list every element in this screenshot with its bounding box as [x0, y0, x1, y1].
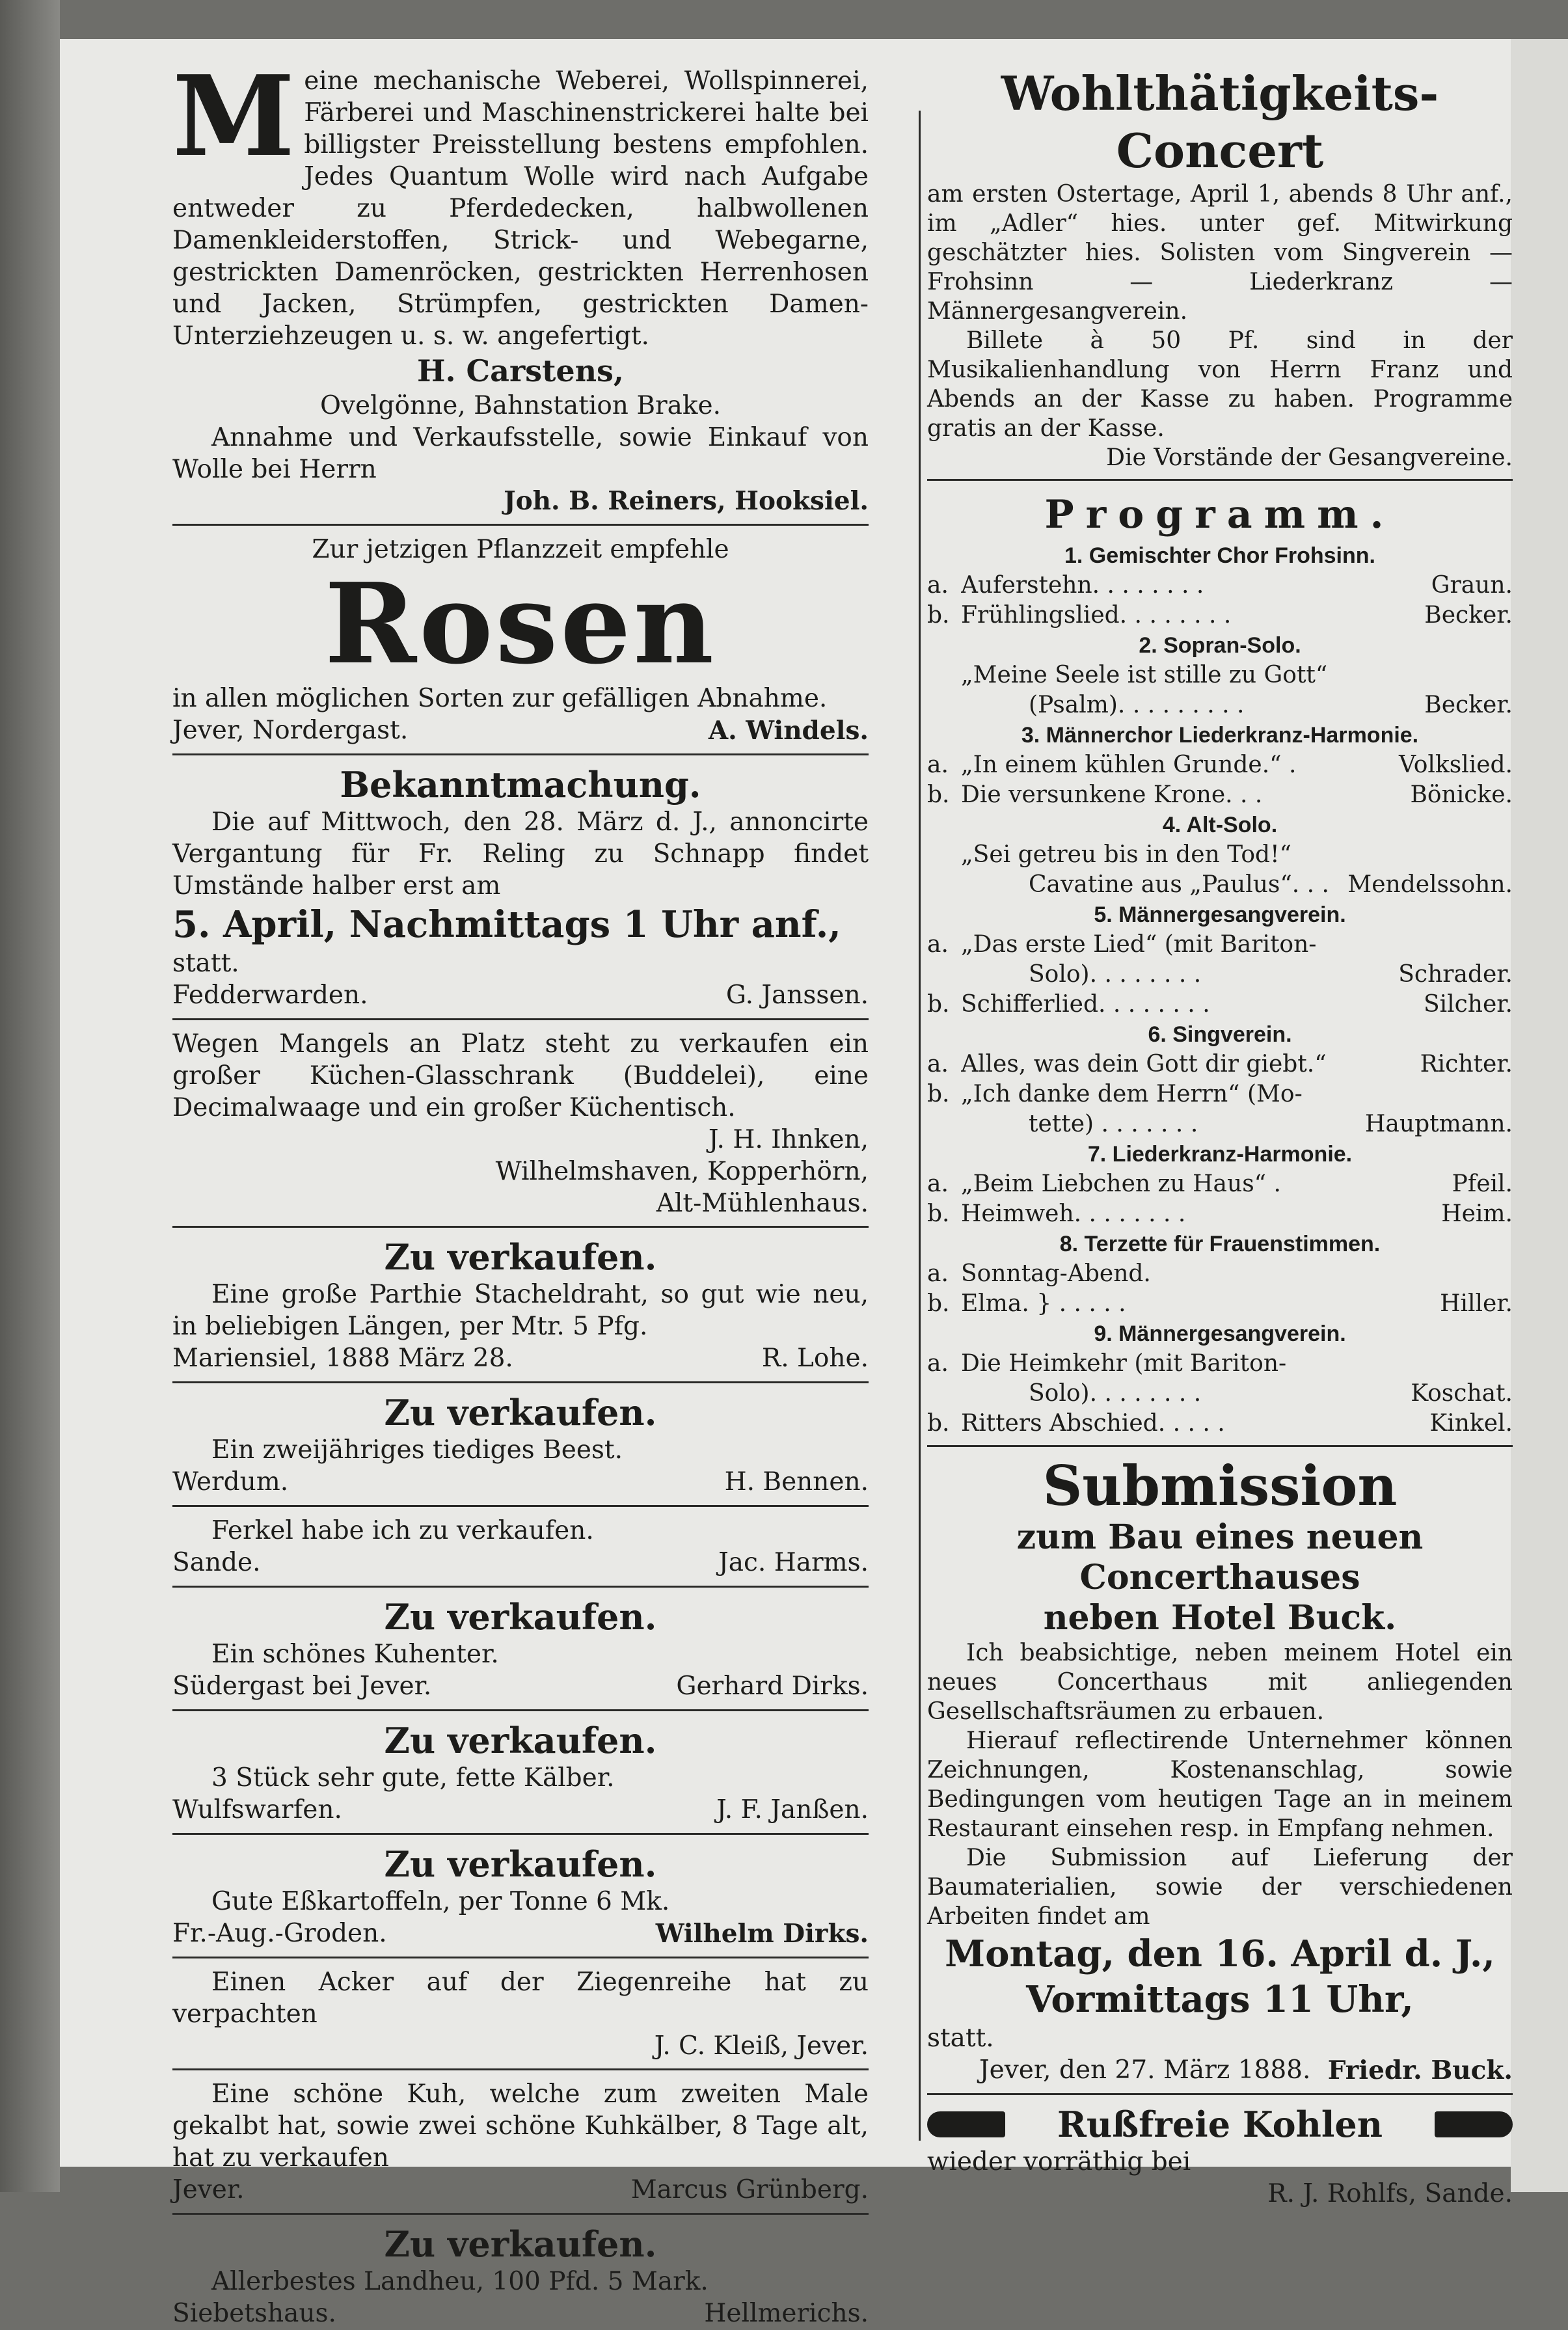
programm-item — [927, 660, 1513, 690]
programm-item-mark — [927, 1109, 961, 1139]
programm-item-mark: a. — [927, 572, 949, 599]
programm-section-heading: 7. Liederkranz-Harmonie. — [1087, 1142, 1353, 1167]
programm-item-mark: a. — [927, 931, 949, 958]
ad-submission-date1: Montag, den 16. April d. J., — [945, 1932, 1495, 1975]
programm-item-composer: Graun. — [1431, 572, 1513, 599]
ad-kohlen-title: Rußfreie Kohlen — [1057, 2104, 1383, 2145]
ad-kartoffeln — [172, 1843, 869, 1950]
ad-stacheldraht-title: Zu verkaufen. — [384, 1236, 657, 1278]
ad-bekanntmachung-text: Die auf Mittwoch, den 28. März d. J., annoncirte Vergantung für Fr. Reling zu Schnapp findet Umstände halber erst am — [172, 807, 869, 901]
ad-kaelber — [172, 1719, 869, 1826]
programm-item-composer — [1507, 660, 1513, 690]
programm-item-mark: b. — [927, 991, 950, 1018]
ad-stacheldraht-name: R. Lohe. — [761, 1344, 869, 1373]
programm-item-title: Sonntag-Abend. — [961, 1260, 1151, 1287]
ad-stacheldraht-text: Eine große Parthie Stacheldraht, so gut wie neu, in beliebigen Längen, per Mtr. 5 Pfg. — [172, 1280, 869, 1341]
ad-weberei — [172, 51, 869, 517]
pointing-hand-icon — [927, 2111, 1005, 2137]
programm-item-mark: a. — [927, 1171, 949, 1197]
programm-item-mark — [927, 690, 961, 720]
ad-kuhenter-name: Gerhard Dirks. — [676, 1672, 869, 1701]
programm-list — [927, 541, 1513, 1439]
programm-item-composer: Hauptmann. — [1365, 1111, 1513, 1137]
ad-kaelber-text: 3 Stück sehr gute, fette Kälber. — [211, 1763, 615, 1793]
programm-title: Programm. — [1044, 492, 1396, 537]
programm-item-title: Solo). . . . . . . . — [1029, 961, 1202, 988]
ad-landheu-title: Zu verkaufen. — [384, 2223, 657, 2265]
ad-bekanntmachung-statt: statt. — [172, 949, 239, 978]
ad-submission-statt: statt. — [927, 2024, 994, 2053]
programm-item-mark: b. — [927, 1200, 950, 1227]
divider — [172, 1957, 869, 1958]
programm-item-mark — [927, 1379, 961, 1409]
ad-acker-name: J. C. Kleiß, Jever. — [654, 2031, 869, 2061]
programm-item-title: Frühlingslied. . . . . . . . — [961, 602, 1232, 629]
programm-item — [927, 1109, 1513, 1139]
programm-item-title: „Ich danke dem Herrn“ (Mo- — [961, 1081, 1303, 1107]
ad-kuh-place: Jever. — [172, 2175, 245, 2204]
ad-rosen-title: Rosen — [324, 559, 717, 689]
ad-acker — [172, 1966, 869, 2062]
programm-item-mark: a. — [927, 1350, 949, 1377]
programm-item-mark: b. — [927, 602, 950, 629]
ad-stacheldraht — [172, 1236, 869, 1375]
ad-bekanntmachung-name: G. Janssen. — [725, 981, 869, 1010]
page-edge — [1511, 39, 1568, 2192]
programm-section-heading: 4. Alt-Solo. — [1162, 813, 1278, 837]
programm-item-title: Alles, was dein Gott dir giebt.“ — [961, 1051, 1327, 1077]
programm-item — [927, 1289, 1513, 1319]
programm-item-title: tette) . . . . . . . — [1029, 1111, 1198, 1137]
programm-item — [927, 1169, 1513, 1199]
ad-landheu — [172, 2223, 869, 2330]
programm-item — [927, 930, 1513, 960]
programm-item — [927, 870, 1513, 900]
divider — [927, 479, 1513, 481]
programm-item-composer: Volkslied. — [1399, 752, 1513, 778]
ad-kohlen — [927, 2103, 1513, 2210]
programm-item-mark: a. — [927, 1051, 949, 1077]
ad-ferkel-text: Ferkel habe ich zu verkaufen. — [211, 1516, 594, 1545]
ad-submission-text1: Ich beabsichtige, neben meinem Hotel ein neues Concerthaus mit anliegenden Gesellschaftsräumen zu erbauen. — [927, 1640, 1513, 1725]
ad-kohlen-name: R. J. Rohlfs, Sande. — [1267, 2179, 1513, 2208]
programm-section-heading: 3. Männerchor Liederkranz-Harmonie. — [1021, 723, 1419, 748]
programm-item-mark: a. — [927, 752, 949, 778]
divider — [172, 1381, 869, 1383]
divider — [172, 2213, 869, 2215]
programm-section-heading: 2. Sopran-Solo. — [1139, 633, 1301, 658]
ad-kaelber-name: J. F. Janßen. — [716, 1795, 869, 1824]
ad-acker-text: Einen Acker auf der Ziegenreihe hat zu verpachten — [172, 1968, 869, 2029]
ad-weberei-agency: Annahme und Verkaufsstelle, sowie Einkauf von Wolle bei Herrn — [172, 423, 869, 484]
ad-rosen-place: Jever, Nordergast. — [172, 716, 409, 745]
ad-bekanntmachung — [172, 763, 869, 1012]
programm-item — [927, 1259, 1513, 1289]
programm-item-mark: b. — [927, 1410, 950, 1437]
programm-item-composer: Heim. — [1441, 1200, 1513, 1227]
ad-concert-text1: am ersten Ostertage, April 1, abends 8 Uhr anf., im „Adler“ hies. unter gef. Mitwirkung geschätzter hies. Solisten vom Singverein — Frohsinn — Liederkranz — Männergesangverein. — [927, 181, 1513, 325]
ad-stacheldraht-place: Mariensiel, 1888 März 28. — [172, 1344, 513, 1373]
programm-item-composer — [1507, 840, 1513, 870]
ad-ferkel-place: Sande. — [172, 1548, 261, 1577]
programm-item-title: Heimweh. . . . . . . . — [961, 1200, 1186, 1227]
programm-item-title: Auferstehn. . . . . . . . — [961, 572, 1204, 599]
divider — [927, 1445, 1513, 1447]
ad-kartoffeln-place: Fr.-Aug.-Groden. — [172, 1919, 387, 1948]
programm-section-heading: 8. Terzette für Frauenstimmen. — [1059, 1232, 1381, 1256]
ad-kuh-name: Marcus Grünberg. — [630, 2175, 869, 2204]
programm-item-composer: Hiller. — [1440, 1290, 1513, 1317]
divider — [172, 753, 869, 755]
programm-item-title: Ritters Abschied. . . . . — [961, 1410, 1225, 1437]
divider — [172, 1586, 869, 1588]
ad-submission-text3: Die Submission auf Lieferung der Baumaterialien, sowie der verschiedenen Arbeiten findet am — [927, 1845, 1513, 1930]
ad-kuechenschrank-text: Wegen Mangels an Platz steht zu verkaufen ein großer Küchen-Glasschrank (Buddelei), eine Decimalwaage und ein großer Küchentisch. — [172, 1029, 869, 1122]
programm-item-title: Die Heimkehr (mit Bariton- — [961, 1350, 1287, 1377]
ad-kartoffeln-title: Zu verkaufen. — [384, 1843, 657, 1885]
ad-rosen-text: in allen möglichen Sorten zur gefälligen Abnahme. — [172, 684, 828, 713]
programm-item — [927, 990, 1513, 1020]
programm-item-composer: Bönicke. — [1410, 781, 1513, 808]
programm-item-title: „Sei getreu bis in den Tod!“ — [961, 841, 1291, 868]
programm-item — [927, 960, 1513, 990]
programm-item-composer: Mendelssohn. — [1347, 871, 1513, 898]
ad-landheu-place: Siebetshaus. — [172, 2299, 336, 2328]
programm-section-heading: 9. Männergesangverein. — [1094, 1321, 1346, 1346]
ad-beest-name: H. Bennen. — [724, 1467, 869, 1497]
divider — [172, 1833, 869, 1835]
ad-bekanntmachung-place: Fedderwarden. — [172, 981, 368, 1010]
ad-submission-place: Jever, den 27. März 1888. — [979, 2055, 1311, 2085]
ad-beest-title: Zu verkaufen. — [384, 1392, 657, 1433]
programm-item-title: Schifferlied. . . . . . . . — [961, 991, 1210, 1018]
programm-item — [927, 571, 1513, 601]
ad-concert-title: Wohlthätigkeits-Concert — [1001, 66, 1439, 178]
programm-item-composer — [1507, 1259, 1513, 1289]
ad-kuhenter — [172, 1595, 869, 1703]
ad-kuechenschrank-place1: Wilhelmshaven, Kopperhörn, — [495, 1157, 869, 1186]
programm-item — [927, 840, 1513, 870]
programm-item — [927, 1349, 1513, 1379]
ad-kartoffeln-name: Wilhelm Dirks. — [655, 1919, 869, 1949]
ad-kuhenter-place: Südergast bei Jever. — [172, 1672, 432, 1701]
programm-item-composer — [1507, 1079, 1513, 1109]
ad-bekanntmachung-title: Bekanntmachung. — [340, 764, 701, 806]
right-column — [927, 65, 1513, 2210]
ad-weberei-text: eine mechanische Weberei, Wollspinnerei, Färberei und Maschinenstrickerei halte bei billigster Preisstellung bestens empfohlen. Jedes Quantum Wolle wird nach Aufgabe entweder zu Pferdedecken, halbwollenen Damenkleiderstoffen, Strick- und Webegarne, gestrickten Damenröcken, gestrickten Herrenhosen und Jacken, Strümpfen, gestrickten Damen-Unterziehzeugen u. s. w. angefertigt. — [172, 66, 869, 351]
ad-submission — [927, 1455, 1513, 2087]
programm-section-heading: 5. Männergesangverein. — [1094, 902, 1346, 927]
programm-item-mark — [927, 870, 961, 900]
divider — [172, 524, 869, 526]
ad-beest-place: Werdum. — [172, 1467, 289, 1497]
ad-kuechenschrank-name: J. H. Ihnken, — [708, 1125, 869, 1154]
ad-weberei-agent: Joh. B. Reiners, Hooksiel. — [504, 486, 869, 516]
programm-item-title: Solo). . . . . . . . — [1029, 1380, 1202, 1407]
programm-item-mark: b. — [927, 1290, 950, 1317]
ad-submission-sub2: neben Hotel Buck. — [1043, 1598, 1397, 1638]
programm-item-composer: Pfeil. — [1452, 1171, 1513, 1197]
ad-kartoffeln-text: Gute Eßkartoffeln, per Tonne 6 Mk. — [211, 1887, 670, 1916]
ad-ferkel-name: Jac. Harms. — [718, 1548, 869, 1577]
divider — [172, 1226, 869, 1228]
programm-section-heading: 1. Gemischter Chor Frohsinn. — [1064, 543, 1375, 568]
programm-item-composer: Silcher. — [1423, 991, 1513, 1018]
programm-item-title: „Das erste Lied“ (mit Bariton- — [961, 931, 1317, 958]
divider — [172, 1018, 869, 1020]
ad-landheu-name: Hellmerichs. — [704, 2299, 869, 2328]
programm — [927, 489, 1513, 1439]
programm-item — [927, 780, 1513, 810]
programm-item-composer — [1507, 1349, 1513, 1379]
programm-item-composer: Becker. — [1424, 602, 1513, 629]
programm-item-mark — [927, 960, 961, 990]
ad-kuhenter-title: Zu verkaufen. — [384, 1596, 657, 1638]
ad-submission-sub1: zum Bau eines neuen Concerthauses — [1016, 1517, 1424, 1597]
ad-submission-title: Submission — [1042, 1454, 1398, 1518]
programm-item-composer: Becker. — [1424, 692, 1513, 718]
programm-item — [927, 1199, 1513, 1229]
ad-ferkel — [172, 1515, 869, 1579]
ad-rosen — [172, 534, 869, 747]
programm-item — [927, 690, 1513, 720]
programm-item — [927, 1079, 1513, 1109]
programm-item-composer: Schrader. — [1398, 961, 1513, 988]
ad-kohlen-text: wieder vorräthig bei — [927, 2147, 1191, 2176]
programm-item-title: Die versunkene Krone. . . — [961, 781, 1263, 808]
drop-cap: M — [172, 51, 295, 182]
programm-item-title: „Meine Seele ist stille zu Gott“ — [961, 662, 1328, 688]
programm-item-composer: Richter. — [1420, 1051, 1513, 1077]
ad-weberei-name: H. Carstens, — [417, 353, 624, 388]
ad-submission-date2: Vormittags 11 Uhr, — [1026, 1978, 1414, 2021]
ad-kuhenter-text: Ein schönes Kuhenter. — [211, 1640, 499, 1669]
programm-item-mark: b. — [927, 781, 950, 808]
ad-bekanntmachung-date: 5. April, Nachmittags 1 Uhr anf., — [172, 903, 841, 946]
ad-concert-sign: Die Vorstände der Gesangvereine. — [1106, 444, 1513, 471]
ad-rosen-intro: Zur jetzigen Pflanzzeit empfehle — [312, 535, 729, 564]
ad-beest — [172, 1391, 869, 1498]
ad-kuh-text: Eine schöne Kuh, welche zum zweiten Male gekalbt hat, sowie zwei schöne Kuhkälber, 8 Tage alt, hat zu verkaufen — [172, 2079, 869, 2173]
programm-item-mark — [927, 660, 961, 690]
programm-item-title: Elma. } . . . . . — [961, 1290, 1126, 1317]
ad-kaelber-place: Wulfswarfen. — [172, 1795, 342, 1824]
programm-section-heading: 6. Singverein. — [1148, 1022, 1292, 1047]
divider — [172, 2068, 869, 2070]
ad-kuechenschrank — [172, 1028, 869, 1219]
programm-item — [927, 1379, 1513, 1409]
programm-item — [927, 1409, 1513, 1439]
column-divider — [919, 111, 921, 2141]
pointing-hand-icon — [1435, 2111, 1513, 2137]
programm-item-title: „Beim Liebchen zu Haus“ . — [961, 1171, 1281, 1197]
divider — [172, 1709, 869, 1711]
programm-item-mark: b. — [927, 1081, 950, 1107]
book-spine — [0, 0, 60, 2192]
divider — [172, 1505, 869, 1507]
divider — [927, 2093, 1513, 2095]
ad-beest-text: Ein zweijähriges tiediges Beest. — [211, 1435, 623, 1465]
ad-landheu-text: Allerbestes Landheu, 100 Pfd. 5 Mark. — [211, 2267, 709, 2296]
ad-rosen-name: A. Windels. — [708, 716, 869, 746]
left-column — [172, 51, 869, 2330]
ad-kuh — [172, 2078, 869, 2206]
ad-kaelber-title: Zu verkaufen. — [384, 1720, 657, 1761]
programm-item-title: (Psalm). . . . . . . . . — [1029, 692, 1245, 718]
programm-item-title: Cavatine aus „Paulus“. . . — [1029, 871, 1329, 898]
ad-concert-text2: Billete à 50 Pf. sind in der Musikalienhandlung von Herrn Franz und Abends an der Kasse zu haben. Programme gratis an der Kasse. — [927, 327, 1513, 442]
programm-item-title: „In einem kühlen Grunde.“ . — [961, 752, 1297, 778]
ad-concert — [927, 65, 1513, 472]
ad-kuechenschrank-place2: Alt-Mühlenhaus. — [656, 1189, 869, 1218]
programm-item-composer: Kinkel. — [1429, 1410, 1513, 1437]
programm-item — [927, 1050, 1513, 1079]
programm-item-mark — [927, 840, 961, 870]
ad-weberei-place: Ovelgönne, Bahnstation Brake. — [319, 391, 721, 420]
programm-item-composer — [1507, 930, 1513, 960]
ad-submission-name: Friedr. Buck. — [1327, 2055, 1513, 2085]
programm-item — [927, 750, 1513, 780]
programm-item-mark: a. — [927, 1260, 949, 1287]
programm-item-composer: Koschat. — [1411, 1380, 1513, 1407]
programm-item — [927, 601, 1513, 630]
ad-submission-text2: Hierauf reflectirende Unternehmer können Zeichnungen, Kostenanschlag, sowie Bedingungen vom heutigen Tage an in meinem Restaurant einsehen resp. in Empfang nehmen. — [927, 1727, 1513, 1842]
